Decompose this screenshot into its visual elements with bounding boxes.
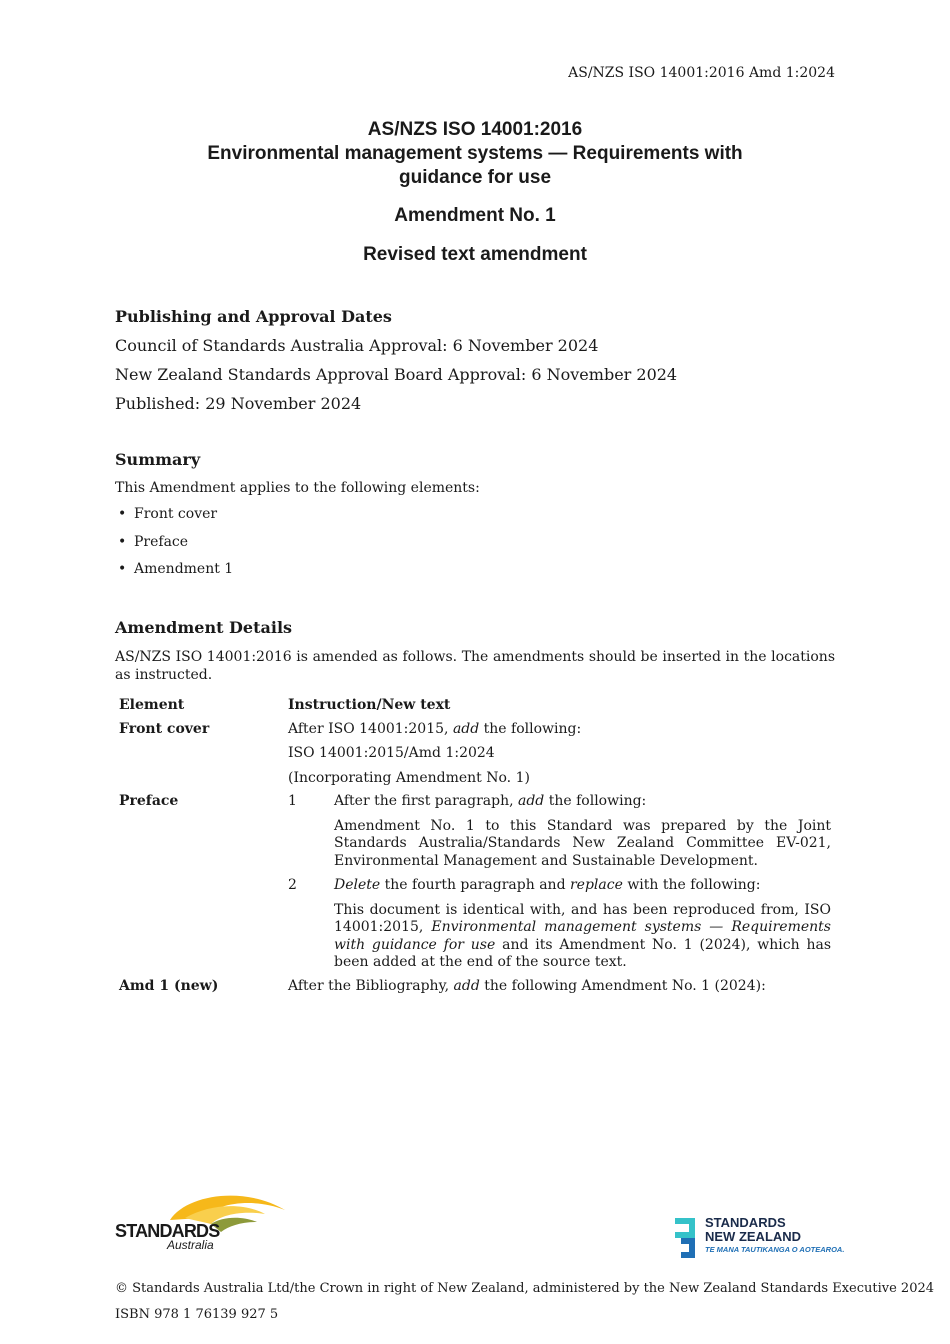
published-date: Published: 29 November 2024 xyxy=(115,394,362,413)
list-item: • Preface xyxy=(115,534,835,562)
instruction-text: the fourth paragraph and xyxy=(380,877,570,893)
table-row xyxy=(115,718,835,791)
instruction-text: the following Amendment No. 1 (2024): xyxy=(479,977,766,994)
summary-intro: This Amendment applies to the following elements: xyxy=(115,480,480,496)
council-approval: Council of Standards Australia Approval: 6 November 2024 xyxy=(115,336,599,355)
instruction-text: with the following: xyxy=(622,877,761,893)
standards-new-zealand-logo xyxy=(675,1215,845,1260)
standards-australia-logo xyxy=(115,1188,290,1254)
new-text-paragraph: Amendment No. 1 to this Standard was prepared by the Joint Standards Australia/Standards New Zealand Committee EV-021, Environmental Management and Sustainable Development. xyxy=(334,817,831,869)
instruction-text: After the first paragraph, xyxy=(334,793,518,809)
column-header-instruction: Instruction/New text xyxy=(288,697,451,713)
table-header-row xyxy=(115,694,835,718)
footer-isbn: ISBN 978 1 76139 927 5 xyxy=(115,1307,279,1322)
footer-copyright: © Standards Australia Ltd/the Crown in right of New Zealand, administered by the New Zealand Standards Executive 2024 xyxy=(115,1281,935,1296)
element-preface: Preface xyxy=(119,793,179,809)
instruction-verb: replace xyxy=(569,877,623,893)
amendment-number: Amendment No. 1 xyxy=(394,205,556,226)
instruction-text: After ISO 14001:2015, xyxy=(288,720,453,737)
sa-logo-word-australia: Australia xyxy=(167,1238,214,1252)
summary-heading: Summary xyxy=(115,450,201,469)
new-text-line: ISO 14001:2015/Amd 1:2024 xyxy=(288,745,495,761)
title-standard-number: AS/NZS ISO 14001:2016 xyxy=(367,119,583,140)
element-amd1: Amd 1 (new) xyxy=(119,977,219,994)
instruction-front-cover xyxy=(284,718,835,791)
instruction-preface xyxy=(284,790,835,975)
instruction-verb: Delete xyxy=(334,877,381,893)
title-block xyxy=(0,118,950,267)
summary-section xyxy=(115,450,835,589)
instruction-item xyxy=(288,793,831,811)
details-intro: AS/NZS ISO 14001:2016 is amended as follows. The amendments should be inserted in the locations as instructed. xyxy=(115,649,835,683)
title-line-2: Environmental management systems — Requirements with xyxy=(207,143,743,164)
table-row xyxy=(115,975,835,999)
snz-logo-line-2: NEW ZEALAND xyxy=(705,1229,802,1244)
instruction-text xyxy=(334,793,831,811)
standard-title-italic: Environmental management systems — Requirements with guidance for use xyxy=(334,919,831,953)
nz-board-approval: New Zealand Standards Approval Board Approval: 6 November 2024 xyxy=(115,365,678,384)
new-text-paragraph xyxy=(334,902,831,972)
running-header: AS/NZS ISO 14001:2016 Amd 1:2024 xyxy=(568,65,835,81)
instruction-verb: add xyxy=(453,977,480,994)
column-header-element: Element xyxy=(119,697,185,713)
instruction-verb: add xyxy=(452,720,480,737)
amendment-table xyxy=(115,694,835,998)
table-row xyxy=(115,790,835,975)
sa-logo-word-standards: STANDARDS xyxy=(115,1221,220,1241)
instruction-text: the following: xyxy=(544,793,647,809)
publishing-heading: Publishing and Approval Dates xyxy=(115,307,392,326)
new-text-line: (Incorporating Amendment No. 1) xyxy=(288,769,530,786)
paragraph-text: This document is identical with, and has been reproduced from, ISO 14001:2015, xyxy=(334,901,831,935)
instruction-number: 1 xyxy=(288,793,297,809)
snz-logo-line-1: STANDARDS xyxy=(705,1215,786,1230)
publishing-section xyxy=(115,302,835,418)
instruction-item xyxy=(288,877,831,895)
list-item: • Front cover xyxy=(115,506,835,534)
list-item: • Amendment 1 xyxy=(115,561,835,589)
element-front-cover: Front cover xyxy=(119,720,210,737)
title-line-3: guidance for use xyxy=(398,167,552,188)
instruction-text: After the Bibliography, xyxy=(288,977,454,994)
snz-emblem-icon xyxy=(675,1218,703,1258)
instruction-number: 2 xyxy=(288,877,297,893)
snz-logo-tagline: TE MANA TAUTIKANGA O AOTEAROA. xyxy=(705,1245,845,1254)
instruction-verb: add xyxy=(518,793,545,809)
details-section xyxy=(115,618,835,684)
instruction-text: the following: xyxy=(479,720,582,737)
instruction-amd1 xyxy=(284,975,835,999)
amendment-type: Revised text amendment xyxy=(363,244,587,265)
instruction-text xyxy=(334,877,831,895)
paragraph-text: and its Amendment No. 1 (2024), which has been added at the end of the source text. xyxy=(334,936,832,970)
summary-list xyxy=(115,506,835,589)
instruction-line xyxy=(288,721,831,739)
details-heading: Amendment Details xyxy=(115,618,293,637)
